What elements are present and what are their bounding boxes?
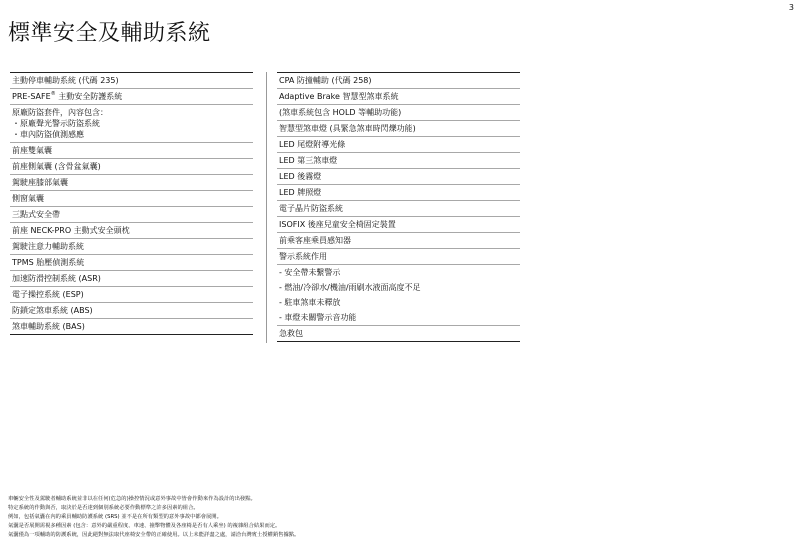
feature-row: [10, 159, 253, 175]
feature-row: [277, 295, 520, 310]
right-feature-list: [277, 72, 520, 342]
feature-row: [277, 72, 520, 89]
feature-row: [277, 153, 520, 169]
feature-label: 前座雙氣囊: [12, 146, 52, 155]
feature-row: [277, 137, 520, 153]
feature-label: TPMS 胎壓偵測系統: [12, 258, 85, 267]
feature-row: [10, 303, 253, 319]
feature-label: 警示系統作用: [279, 252, 327, 261]
feature-label: 加速防滑控制系統 (ASR): [12, 274, 101, 283]
feature-label: 煞車輔助系統 (BAS): [12, 322, 85, 331]
feature-row: [10, 287, 253, 303]
feature-row: [277, 121, 520, 137]
feature-label: 前乘客座乘員感知器: [279, 236, 351, 245]
registered-mark: ®: [50, 91, 56, 97]
feature-label: 原廠防盜套件，內容包含：: [12, 108, 108, 117]
feature-row: [10, 191, 253, 207]
feature-row: [10, 175, 253, 191]
footnote-line: 例如，包括氣囊在內的乘員輔助防護系統 (SRS) 並不是在所有類型的意外事故中都會展開。: [8, 514, 222, 520]
footnote-line: 車輛安全性及駕駛者輔助系統並非以在任何(危急的)操控情況或意外事故中皆會作動來作為設計的出發點。: [8, 496, 256, 502]
feature-sub-item: ・原廠聲光警示防盜系統: [12, 119, 100, 128]
feature-row: [277, 185, 520, 201]
feature-row: [277, 326, 520, 342]
feature-sub-item: ・車內防盜偵測感應: [12, 130, 84, 139]
feature-row: [277, 280, 520, 295]
feature-label: LED 尾燈附導光條: [279, 140, 346, 149]
feature-row: [10, 223, 253, 239]
feature-label: Adaptive Brake 智慧型煞車系統: [279, 92, 399, 101]
feature-label: 側窗氣囊: [12, 194, 44, 203]
feature-label: PRE-SAFE: [12, 92, 51, 101]
feature-label: - 安全帶未繫警示: [279, 268, 341, 277]
feature-label: LED 牌照燈: [279, 188, 322, 197]
feature-label: (煞車系統包含 HOLD 等輔助功能): [279, 108, 402, 117]
feature-label: 駕駛座膝部氣囊: [12, 178, 68, 187]
feature-label: LED 第三煞車燈: [279, 156, 338, 165]
feature-label: LED 後霧燈: [279, 172, 322, 181]
feature-row: [10, 319, 253, 335]
feature-label: 前座側氣囊 (含骨盆氣囊): [12, 162, 101, 171]
feature-label: 駕駛注意力輔助系統: [12, 242, 84, 251]
feature-label: - 車燈未關警示音功能: [279, 313, 357, 322]
feature-row: [277, 169, 520, 185]
feature-row: [277, 217, 520, 233]
feature-label: 主動停車輔助系統 (代碼 235): [12, 76, 119, 85]
feature-label: CPA 防撞輔助 (代碼 258): [279, 76, 372, 85]
feature-row: [10, 271, 253, 287]
footnote-line: 氣囊僅為一項輔助的防護系統，因此絕對無法取代座椅安全帶的正確使用。以上未能詳盡之處，請洽台灣賓士授權銷售據點。: [8, 532, 300, 538]
left-feature-list: [10, 72, 253, 335]
feature-row: [10, 72, 253, 89]
footnote-line: 特定系統的作動與否，取決於是否達到個別系統必要作動標準之許多因素的組合。: [8, 505, 199, 511]
feature-label: 三點式安全帶: [12, 210, 60, 219]
footnote-line: 氣囊是否展開需視多種因素 (包含：意外的嚴重程度、車速、撞擊物體及各座椅是否有人乘坐) 的複雜組合結果而定。: [8, 523, 281, 529]
feature-label: - 燃油/冷卻水/機油/雨刷水液面高度不足: [279, 283, 421, 292]
page-number: 3: [788, 3, 794, 12]
feature-label: ISOFIX 後座兒童安全椅固定裝置: [279, 220, 396, 229]
feature-row: [10, 207, 253, 223]
feature-row: [277, 249, 520, 265]
feature-label: 電子晶片防盜系統: [279, 204, 343, 213]
feature-row: [277, 89, 520, 105]
feature-row: [10, 89, 253, 105]
feature-label: 急救包: [279, 329, 303, 338]
feature-row: [277, 201, 520, 217]
feature-row: [10, 143, 253, 159]
feature-row: [277, 310, 520, 326]
feature-label: 防鎖定煞車系統 (ABS): [12, 306, 93, 315]
feature-row: [10, 239, 253, 255]
feature-row: [277, 105, 520, 121]
feature-label: 電子操控系統 (ESP): [12, 290, 84, 299]
feature-label: - 駐車煞車未釋放: [279, 298, 341, 307]
feature-row: [277, 265, 520, 280]
feature-row: [10, 105, 253, 143]
feature-row: [10, 255, 253, 271]
page-title: 標準安全及輔助系統: [8, 21, 211, 46]
column-divider: [266, 72, 267, 343]
feature-row: [277, 233, 520, 249]
feature-label-suffix: 主動安全防護系統: [55, 92, 123, 101]
feature-label: 前座 NECK-PRO 主動式安全頭枕: [12, 226, 130, 235]
feature-label: 智慧型煞車燈 (具緊急煞車時閃爍功能): [279, 124, 416, 133]
footnotes: [8, 495, 788, 540]
